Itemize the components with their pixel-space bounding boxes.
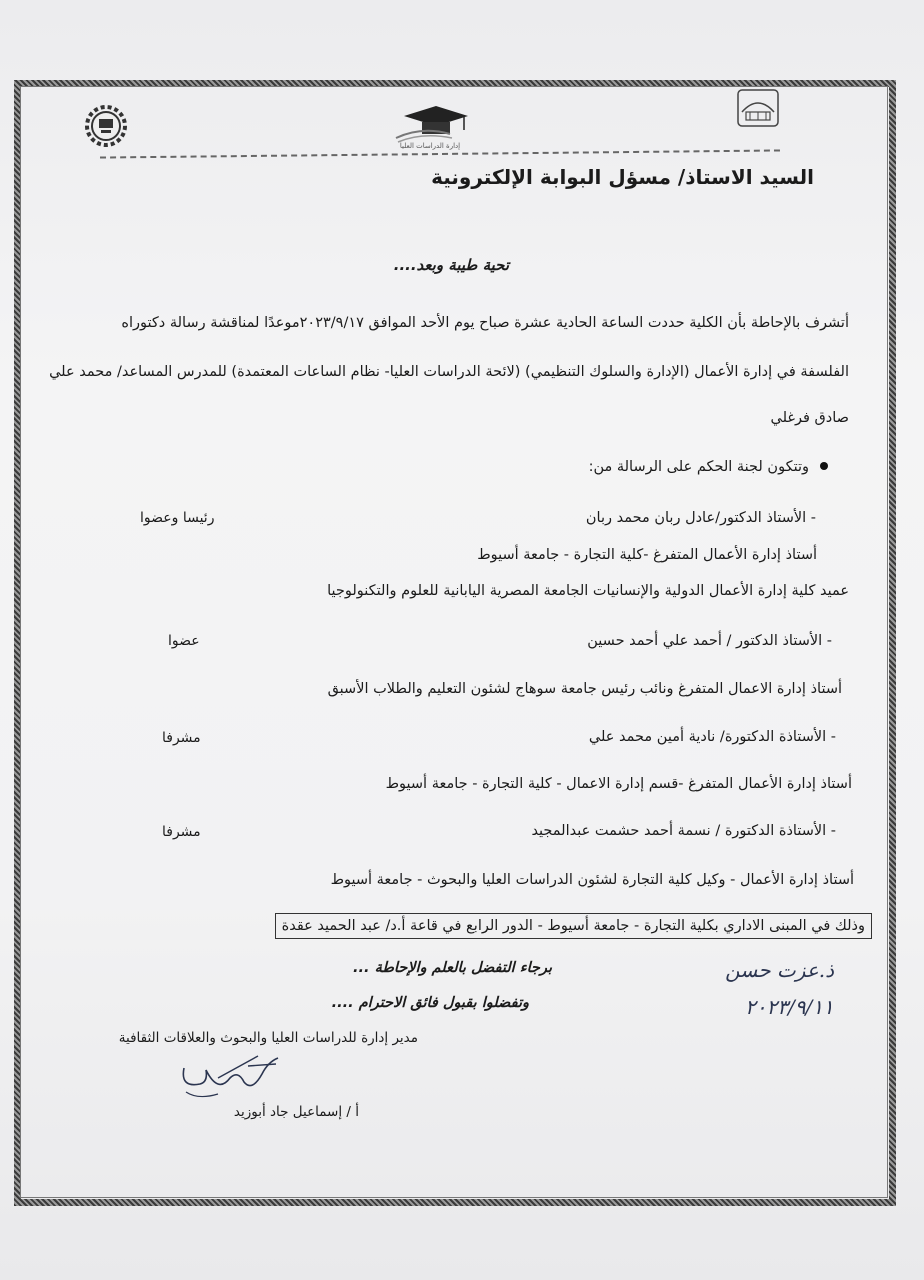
signatory-title: مدير إدارة للدراسات العليا والبحوث والعلاقات الثقافية — [118, 1030, 418, 1046]
committee-intro: وتتكون لجنة الحكم على الرسالة من: — [588, 459, 809, 475]
member-title: أستاذ إدارة الأعمال - وكيل كلية التجارة لشئون الدراسات العليا والبحوث - جامعة أسيوط — [330, 872, 854, 888]
member-role: مشرفا — [162, 730, 201, 746]
closing-line: برجاء التفضل بالعلم والإحاطة ... — [353, 960, 552, 976]
body-line: أتشرف بالإحاطة بأن الكلية حددت الساعة الحادية عشرة صباح يوم الأحد الموافق ٢٠٢٣/٩/١٧موعدًا لمناقشة رسالة دكتوراه — [121, 315, 849, 331]
member-title: عميد كلية إدارة الأعمال الدولية والإنسانيات الجامعة المصرية اليابانية للعلوم والتكنولوجيا — [327, 583, 849, 599]
member-name: - الأستاذة الدكتورة/ نادية أمين محمد علي — [588, 729, 836, 745]
faculty-emblem-logo-icon — [732, 86, 784, 132]
body-line: الفلسفة في إدارة الأعمال (الإدارة والسلوك التنظيمي) (لائحة الدراسات العليا- نظام الساعات المعتمدة) للمدرس المساعد/ محمد علي — [49, 364, 849, 380]
body-line: صادق فرغلي — [770, 410, 849, 426]
closing-line: وتفضلوا بقبول فائق الاحترام .... — [331, 995, 529, 1011]
member-name: - الأستاذة الدكتورة / نسمة أحمد حشمت عبدالمجيد — [531, 823, 836, 839]
bullet-icon — [820, 462, 828, 470]
logo-caption: إدارة الدراسات العليا — [399, 142, 461, 150]
member-title: أستاذ إدارة الاعمال المتفرغ ونائب رئيس جامعة سوهاج لشئون التعليم والطلاب الأسبق — [327, 681, 842, 697]
member-title: أستاذ إدارة الأعمال المتفرغ -قسم إدارة الاعمال - كلية التجارة - جامعة أسيوط — [385, 776, 852, 792]
member-title: أستاذ إدارة الأعمال المتفرغ -كلية التجارة - جامعة أسيوط — [477, 547, 817, 563]
handwritten-date: ٢٠٢٣/٩/١١ — [745, 995, 834, 1019]
member-role: رئيسا وعضوا — [140, 510, 215, 526]
signatory-name: أ / إسماعيل جاد أبوزيد — [233, 1104, 359, 1120]
university-gear-logo-icon — [84, 104, 128, 148]
venue-box: وذلك في المبنى الاداري بكلية التجارة - جامعة أسيوط - الدور الرابع في قاعة أ.د/ عبد الحميد عقدة — [275, 913, 872, 939]
greeting: تحية طيبة وبعد.... — [393, 256, 509, 274]
handwritten-note: ذ.عزت حسن — [725, 958, 834, 982]
member-role: عضوا — [168, 633, 200, 649]
member-name: - الأستاذ الدكتور/عادل ربان محمد ربان — [585, 510, 816, 526]
member-name: - الأستاذ الدكتور / أحمد علي أحمد حسين — [587, 633, 832, 649]
member-role: مشرفا — [162, 824, 201, 840]
addressee: السيد الاستاذ/ مسؤل البوابة الإلكترونية — [431, 165, 814, 189]
signature-icon — [178, 1048, 288, 1108]
